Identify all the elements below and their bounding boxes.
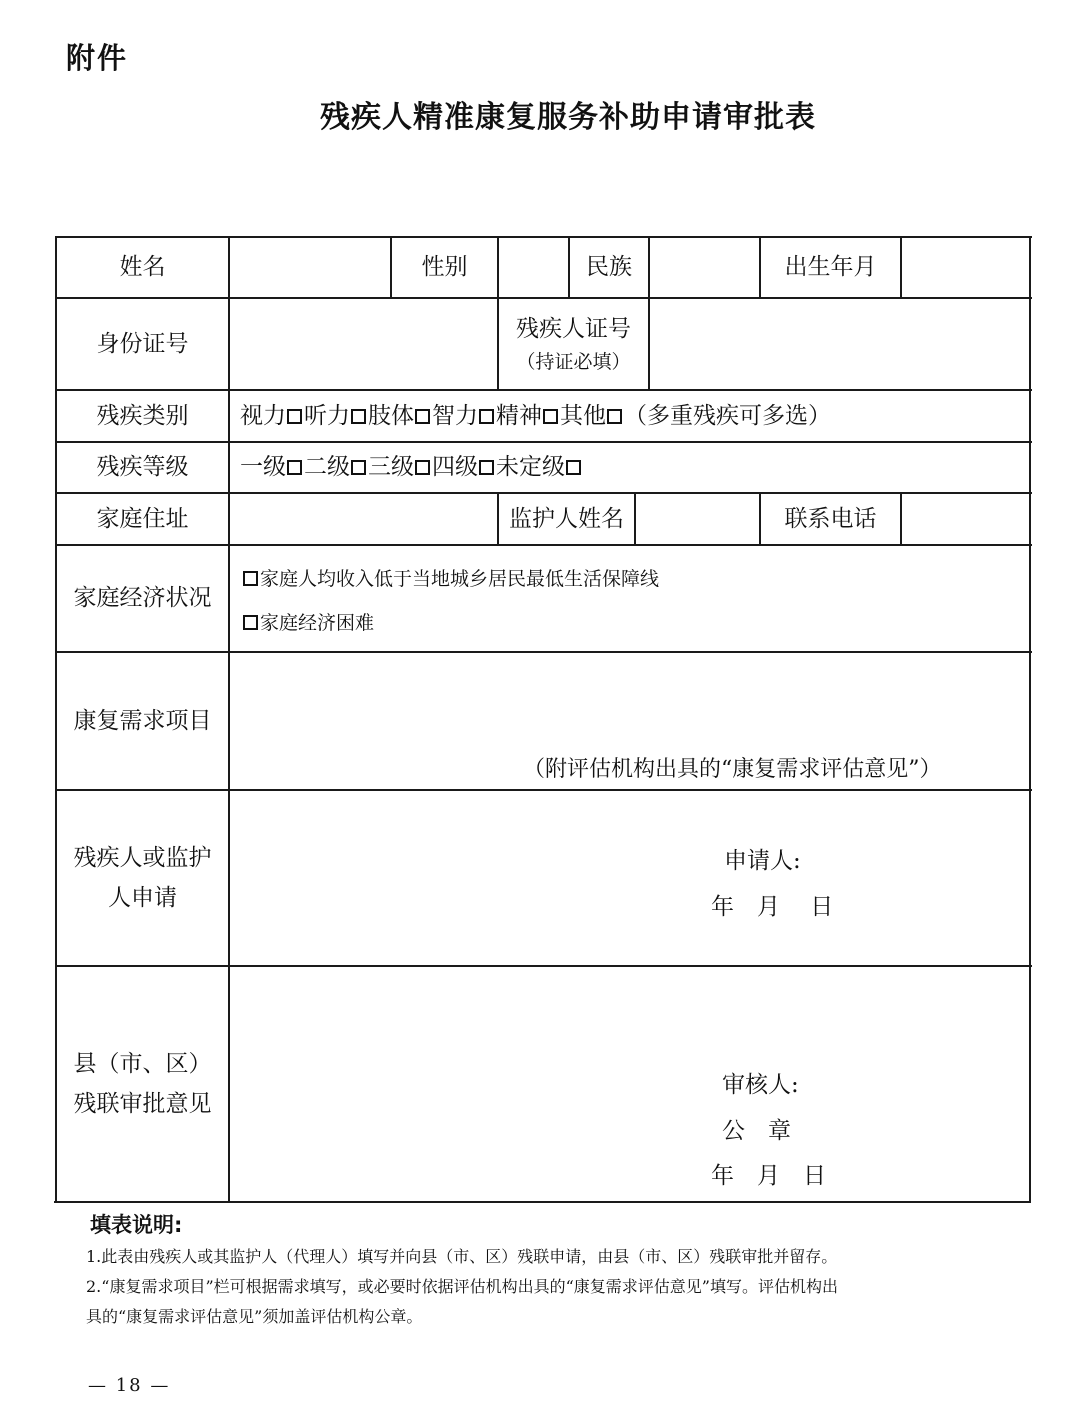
instruction-item-2-line1: 2.“康复需求项目”栏可根据需求填写，或必要时依据评估机构出具的“康复需求评估意见”填写。评估机构出 <box>86 1277 838 1296</box>
option-intellectual[interactable]: 智力 <box>432 400 496 432</box>
id-number-field[interactable] <box>230 299 497 389</box>
option-physical[interactable]: 肢体 <box>368 400 432 432</box>
instructions-heading: 填表说明: <box>90 1213 183 1237</box>
disability-cert-note: （持证必填） <box>516 350 631 373</box>
multi-select-note: （多重残疾可多选） <box>624 402 831 429</box>
address-label: 家庭住址 <box>96 505 189 532</box>
ethnicity-label: 民族 <box>586 254 632 281</box>
checkbox[interactable] <box>243 615 258 630</box>
checkbox[interactable] <box>415 409 430 424</box>
option-grade-2[interactable]: 二级 <box>304 451 368 483</box>
attachment-label: 附件 <box>66 41 129 75</box>
phone-label: 联系电话 <box>784 505 877 532</box>
approval-label-line1: 县（市、区） <box>73 1050 212 1077</box>
disability-cert-field[interactable] <box>650 299 1029 389</box>
checkbox[interactable] <box>543 409 558 424</box>
option-grade-1[interactable]: 一级 <box>240 451 304 483</box>
form-title: 残疾人精准康复服务补助申请审批表 <box>320 100 816 135</box>
disability-grade-label: 残疾等级 <box>96 454 189 481</box>
phone-field[interactable] <box>902 494 1029 544</box>
checkbox[interactable] <box>287 409 302 424</box>
birth-date-field[interactable] <box>902 238 1029 297</box>
option-mental[interactable]: 精神 <box>496 400 560 432</box>
economic-status-label: 家庭经济状况 <box>73 585 212 612</box>
address-field[interactable] <box>230 494 497 544</box>
instruction-item-2-line2: 具的“康复需求评估意见”须加盖评估机构公章。 <box>86 1307 423 1326</box>
official-seal-label: 公 章 <box>722 1118 791 1144</box>
disability-grade-options <box>240 443 1025 492</box>
disability-type-label: 残疾类别 <box>96 402 189 429</box>
reviewer-signature-label: 审核人: <box>722 1072 799 1098</box>
checkbox[interactable] <box>351 460 366 475</box>
checkbox[interactable] <box>415 460 430 475</box>
table-border-right <box>1029 236 1031 1203</box>
checkbox[interactable] <box>351 409 366 424</box>
disability-cert-label <box>499 299 648 389</box>
guardian-name-field[interactable] <box>636 494 759 544</box>
name-field[interactable] <box>230 238 390 297</box>
disability-type-options <box>240 391 1025 441</box>
disability-cert-title: 残疾人证号 <box>516 315 631 342</box>
checkbox[interactable] <box>243 571 258 586</box>
approval-section-label <box>57 967 228 1201</box>
ethnicity-field[interactable] <box>650 238 759 297</box>
economic-status-option-low-income[interactable]: 家庭人均收入低于当地城乡居民最低生活保障线 <box>242 564 659 591</box>
checkbox[interactable] <box>287 460 302 475</box>
id-number-label: 身份证号 <box>96 330 189 357</box>
option-vision[interactable]: 视力 <box>240 400 304 432</box>
checkbox[interactable] <box>479 460 494 475</box>
option-unrated[interactable]: 未定级 <box>496 451 583 483</box>
approval-date-label: 年 月 日 <box>711 1163 826 1189</box>
rehab-needs-note: （附评估机构出具的“康复需求评估意见”） <box>523 757 942 782</box>
checkbox[interactable] <box>479 409 494 424</box>
gender-label: 性别 <box>421 254 468 281</box>
table-border-bottom <box>54 1201 1030 1203</box>
rehab-needs-label: 康复需求项目 <box>73 707 212 734</box>
checkbox[interactable] <box>566 460 581 475</box>
applicant-label-line1: 残疾人或监护 <box>73 844 212 871</box>
applicant-date-label: 年 月 日 <box>711 894 834 920</box>
option-hearing[interactable]: 听力 <box>304 400 368 432</box>
fill-instructions <box>86 1212 986 1332</box>
applicant-signature-label: 申请人: <box>724 848 801 874</box>
option-grade-4[interactable]: 四级 <box>432 451 496 483</box>
guardian-name-label: 监护人姓名 <box>509 505 624 532</box>
page-number: — 18 — <box>88 1375 171 1396</box>
applicant-section-label <box>57 791 228 965</box>
instruction-item-1: 1.此表由残疾人或其监护人（代理人）填写并向县（市、区）残联申请，由县（市、区）残联审批并留存。 <box>86 1247 838 1266</box>
option-other[interactable]: 其他 <box>560 400 624 432</box>
name-label: 姓名 <box>119 254 166 281</box>
gender-field[interactable] <box>499 238 568 297</box>
birth-date-label: 出生年月 <box>784 254 877 281</box>
economic-status-option-hardship[interactable]: 家庭经济困难 <box>242 608 374 635</box>
approval-label-line2: 残联审批意见 <box>73 1091 212 1117</box>
applicant-label-line2: 人申请 <box>108 885 177 911</box>
option-grade-3[interactable]: 三级 <box>368 451 432 483</box>
checkbox[interactable] <box>607 409 622 424</box>
